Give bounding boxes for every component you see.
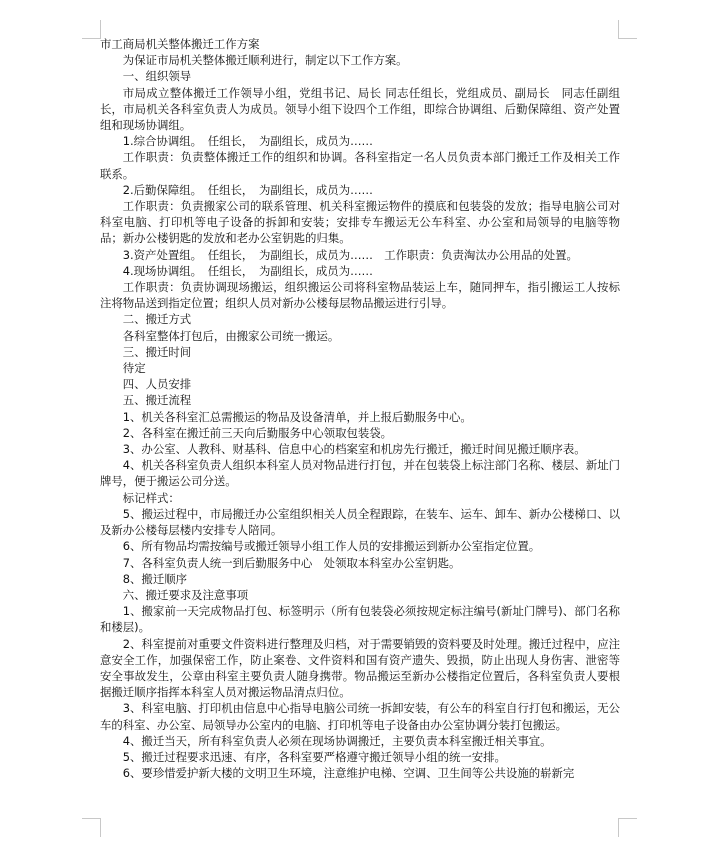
paragraph: 为保证市局机关整体搬迁顺利进行，制定以下工作方案。 xyxy=(122,53,408,68)
paragraph: 8、搬迁顺序 xyxy=(122,571,187,586)
paragraph: 工作职责：负责整体搬迁工作的组织和协调。各科室指定一名人员负责本部门搬迁工作及相关工作联系。 xyxy=(100,150,620,181)
paragraph: 5、搬运过程中，市局搬迁办公室组织相关人员全程跟踪，在装车、运车、卸车、新办公楼梯口、以及新办公楼每层楼内安排专人陪同。 xyxy=(100,506,620,538)
section-heading: 一、组织领导 xyxy=(122,69,192,84)
paragraph: 2.后勤保障组。 任组长， 为副组长，成员为…… xyxy=(122,182,373,197)
paragraph: 标记样式： xyxy=(122,490,180,505)
section-heading: 五、搬迁流程 xyxy=(122,393,192,408)
document-body xyxy=(100,36,620,781)
paragraph: 1、机关各科室汇总需搬运的物品及设备清单，并上报后勤服务中心。 xyxy=(122,409,472,424)
document-title: 市工商局机关整体搬迁工作方案 xyxy=(100,37,260,51)
paragraph: 5、搬迁过程要求迅速、有序，各科室要严格遵守搬迁领导小组的统一安排。 xyxy=(122,749,506,764)
paragraph: 3.资产处置组。 任组长， 为副组长，成员为…… 工作职责：负责淘汰办公用品的处置。 xyxy=(122,247,578,262)
paragraph: 6、所有物品均需按编号或搬迁领导小组工作人员的安排搬运到新办公室指定位置。 xyxy=(122,539,541,554)
paragraph: 4、机关各科室负责人组织本科室人员对物品进行打包，并在包装袋上标注部门名称、楼层、新址门牌号，便于搬运公司分送。 xyxy=(100,458,620,489)
section-heading: 四、人员安排 xyxy=(122,377,192,392)
paragraph: 工作职责：负责协调现场搬运，组织搬运公司将科室物品装运上车，随同押车，指引搬运工人按标注将物品送到指定位置；组织人员对新办公楼每层物品搬运进行引导。 xyxy=(100,280,620,311)
paragraph: 7、各科室负责人统一到后勤服务中心 处领取本科室办公室钥匙。 xyxy=(122,555,461,570)
crop-mark-bottom-left xyxy=(82,818,101,837)
paragraph: 3、科室电脑、打印机由信息中心指导电脑公司统一拆卸安装，有公车的科室自行打包和搬运，无公车的科室、办公室、局领导办公室内的电脑、打印机等电子设备由办公室协调分装打包搬运。 xyxy=(100,701,620,732)
paragraph: 4.现场协调组。 任组长， 为副组长，成员为…… xyxy=(122,263,373,278)
paragraph: 市局成立整体搬迁工作领导小组，党组书记、局长 同志任组长，党组成员、副局长 同志任副组长，市局机关各科室负责人为成员。领导小组下设四个工作组，即综合协调组、后勤保障组、资产处置组和现场协调组。 xyxy=(100,85,620,133)
section-heading: 六、搬迁要求及注意事项 xyxy=(122,587,249,602)
paragraph: 2、科室提前对重要文件资料进行整理及归档，对于需要销毁的资料要及时处理。搬迁过程中，应注意安全工作，加强保密工作，防止案卷、文件资料和国有资产遗失、毁损，防止出现人身伤害、泄密等安全事故发生，公章由科室主要负责人随身携带。物品搬运至新办公楼指定位置后，各科室负责人要根据搬迁顺序指挥本科室人员对搬运物品清点归位。 xyxy=(100,636,620,700)
crop-mark-bottom-right xyxy=(618,818,637,837)
section-heading: 二、搬迁方式 xyxy=(122,312,192,327)
paragraph: 工作职责：负责搬家公司的联系管理、机关科室搬运物件的摸底和包装袋的发放；指导电脑公司对科室电脑、打印机等电子设备的拆卸和安装；安排专车搬运无公车科室、办公室和局领导的电脑等物品；新办公楼钥匙的发放和老办公室钥匙的归集。 xyxy=(100,199,620,246)
paragraph: 3、办公室、人教科、财基科、信息中心的档案室和机房先行搬迁，搬迁时间见搬迁顺序表。 xyxy=(122,442,586,457)
crop-mark-top-left xyxy=(82,20,101,39)
paragraph: 1、搬家前一天完成物品打包、标签明示（所有包装袋必须按规定标注编号(新址门牌号)、部门名称和楼层)。 xyxy=(100,604,620,635)
paragraph: 2、各科室在搬迁前三天向后勤服务中心领取包装袋。 xyxy=(122,425,393,440)
paragraph: 待定 xyxy=(122,361,146,376)
paragraph: 6、要珍惜爱护新大楼的文明卫生环境，注意维护电梯、空调、卫生间等公共设施的崭新完 xyxy=(122,766,575,781)
section-heading: 三、搬迁时间 xyxy=(122,344,192,359)
paragraph: 各科室整体打包后，由搬家公司统一搬运。 xyxy=(122,328,340,343)
paragraph: 4、搬迁当天，所有科室负责人必须在现场协调搬迁，主要负责本科室搬迁相关事宜。 xyxy=(122,733,552,748)
crop-mark-top-right xyxy=(618,20,637,39)
paragraph: 1.综合协调组。 任组长， 为副组长，成员为…… xyxy=(122,134,373,149)
